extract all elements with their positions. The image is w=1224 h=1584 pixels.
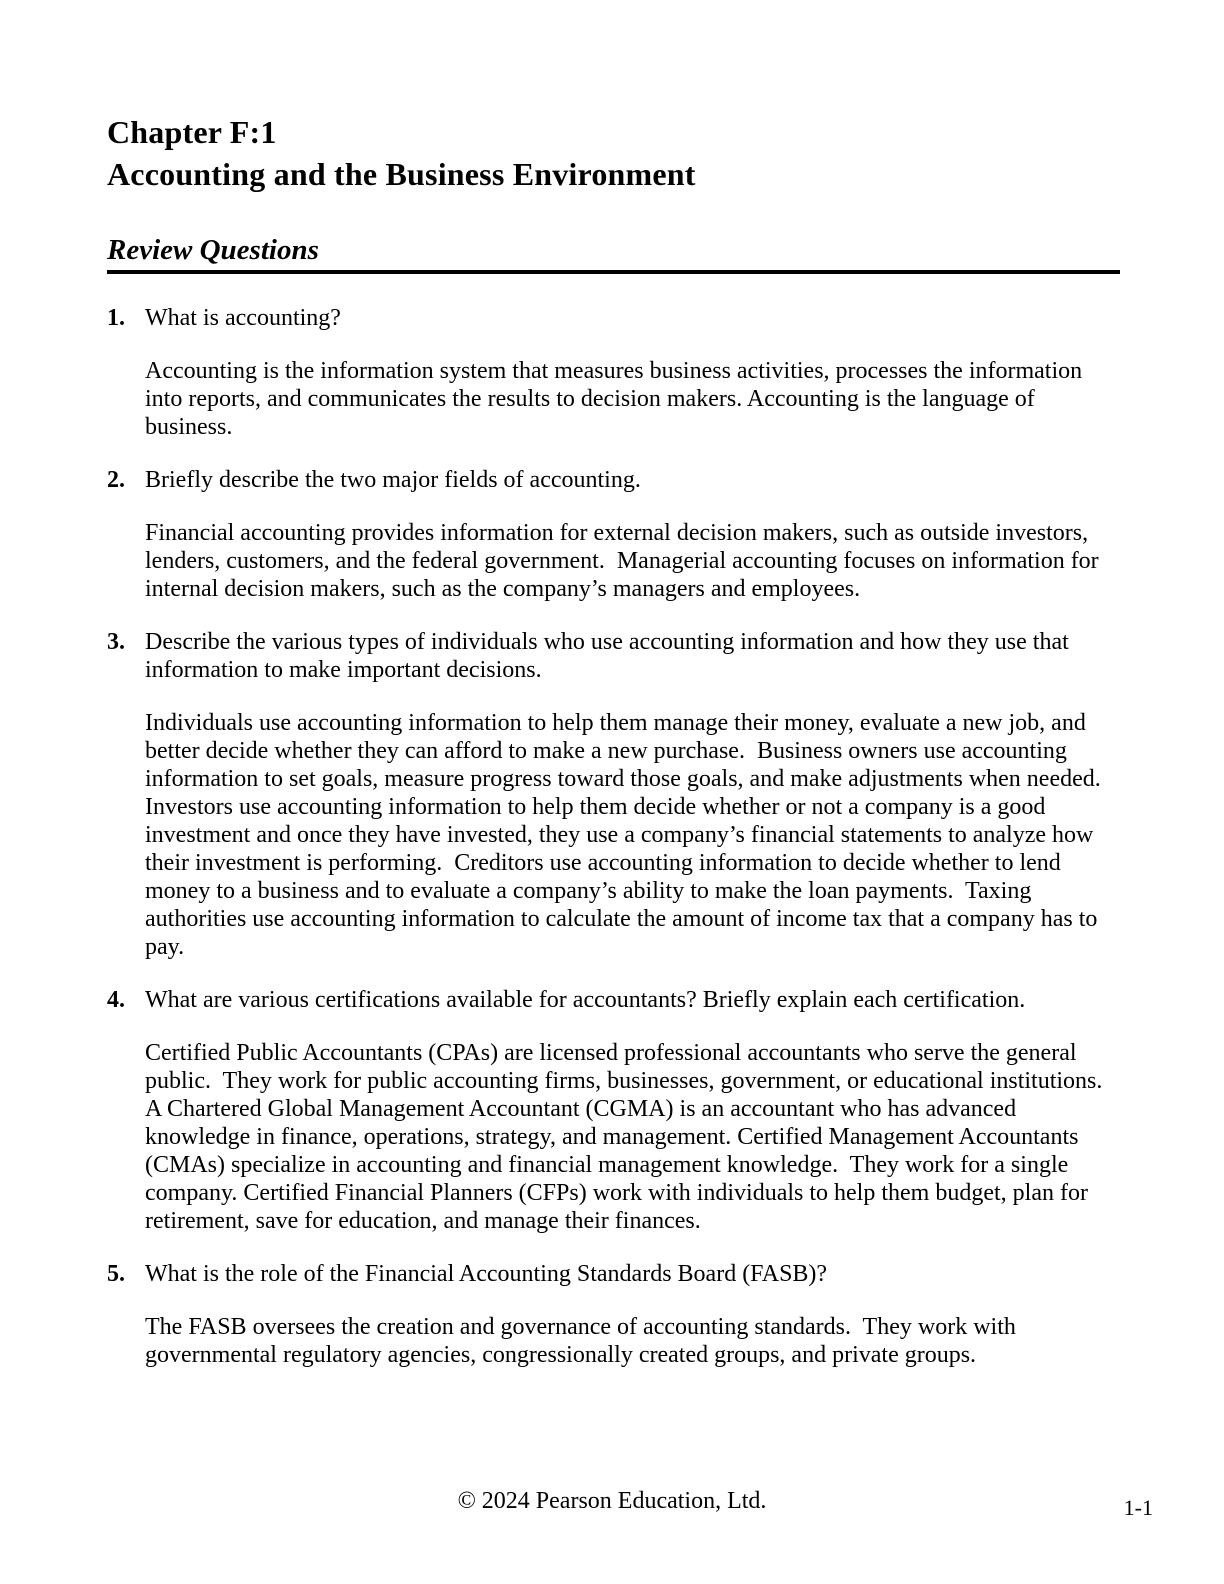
question-number: 3. bbox=[107, 629, 125, 655]
question-number: 1. bbox=[107, 305, 125, 331]
chapter-label: Chapter F:1 bbox=[107, 114, 277, 150]
question-text: What are various certifications available for accountants? Briefly explain each certification. bbox=[145, 987, 1026, 1013]
question-row bbox=[107, 1260, 1120, 1288]
question-number: 4. bbox=[107, 987, 125, 1013]
review-question-item bbox=[107, 628, 1120, 961]
answer-text: The FASB oversees the creation and governance of accounting standards. They work with governmental regulatory agencies, congressionally created groups, and private groups. bbox=[145, 1314, 1022, 1368]
question-row bbox=[107, 986, 1120, 1014]
review-question-item bbox=[107, 304, 1120, 441]
review-question-item bbox=[107, 986, 1120, 1235]
question-text: Describe the various types of individuals who use accounting information and how they use that information to make important decisions. bbox=[145, 629, 1075, 683]
question-text: Briefly describe the two major fields of accounting. bbox=[145, 467, 641, 493]
review-question-item bbox=[107, 466, 1120, 603]
answer-text: Certified Public Accountants (CPAs) are licensed professional accountants who serve the general public. They work for public accounting firms, businesses, government, or educational institutions. A Chartered Global Management Accountant (CGMA) is an accountant who has advanced knowledge in finance, operations, strategy, and management. Certified Management Accountants (CMAs) specialize in accounting and financial management knowledge. They work for a single company. Certified Financial Planners (CFPs) work with individuals to help them budget, plan for retirement, save for education, and manage their finances. bbox=[145, 1040, 1108, 1234]
question-number: 5. bbox=[107, 1261, 125, 1287]
question-text: What is accounting? bbox=[145, 305, 341, 331]
review-question-item bbox=[107, 1260, 1120, 1369]
section-heading: Review Questions bbox=[107, 232, 1120, 274]
page-content bbox=[107, 111, 1120, 1394]
footer-copyright: © 2024 Pearson Education, Ltd. bbox=[457, 1488, 767, 1514]
answer-text: Accounting is the information system that measures business activities, processes the information into reports, and communicates the results to decision makers. Accounting is the language of business. bbox=[145, 358, 1089, 440]
chapter-title bbox=[107, 111, 1120, 195]
question-row bbox=[107, 628, 1120, 684]
question-row bbox=[107, 304, 1120, 332]
answer-text: Financial accounting provides information for external decision makers, such as outside investors, lenders, customers, and the federal government. Managerial accounting focuses on information for internal decision makers, such as the company’s managers and employees. bbox=[145, 520, 1105, 602]
chapter-name: Accounting and the Business Environment bbox=[107, 156, 696, 192]
review-questions-list bbox=[107, 304, 1120, 1369]
question-text: What is the role of the Financial Accounting Standards Board (FASB)? bbox=[145, 1261, 828, 1287]
question-row bbox=[107, 466, 1120, 494]
answer-text: Individuals use accounting information to help them manage their money, evaluate a new job, and better decide whether they can afford to make a new purchase. Business owners use accounting information to set goals, measure progress toward those goals, and make adjustments when needed. Investors use accounting information to help them decide whether or not a company is a good investment and once they have invested, they use a company’s financial statements to analyze how their investment is performing. Creditors use accounting information to decide whether to lend money to a business and to evaluate a company’s ability to make the loan payments. Taxing authorities use accounting information to calculate the amount of income tax that a company has to pay. bbox=[145, 710, 1107, 960]
question-number: 2. bbox=[107, 467, 125, 493]
footer-page-number: 1-1 bbox=[1123, 1495, 1153, 1520]
